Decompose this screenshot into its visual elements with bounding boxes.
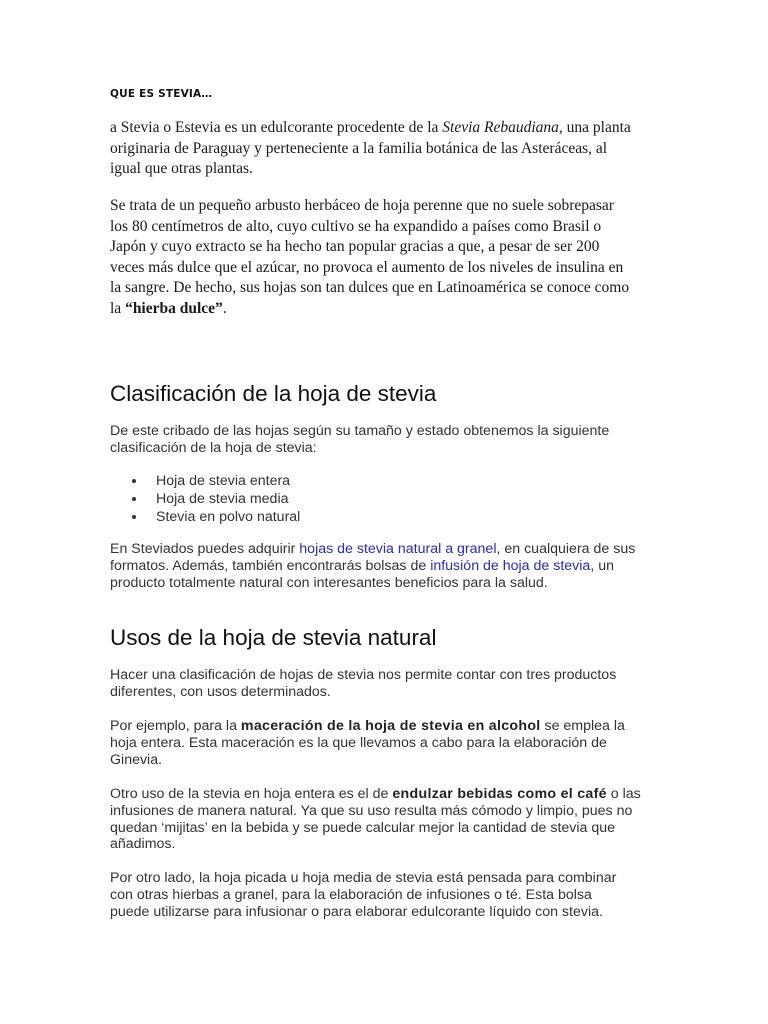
paragraph-text: Por ejemplo, para la	[110, 718, 241, 734]
list-item	[110, 472, 300, 490]
endulzar-term: endulzar bebidas como el café	[392, 786, 607, 802]
list-item-label: Stevia en polvo natural	[156, 509, 301, 525]
steviados-paragraph	[110, 541, 640, 591]
paragraph-text: , un producto totalmente natural con interesantes beneficios para la salud.	[110, 557, 614, 591]
heading-clasificacion: Clasificación de la hoja de stevia	[110, 381, 437, 406]
usos-paragraph-4: Por otro lado, la hoja picada u hoja media de stevia está pensada para combinar con otras hierbas a granel, para la elaboración de infusiones o té. Esta bolsa puede utilizarse para infusionar o para elaborar edulcorante líquido con stevia.	[110, 870, 617, 920]
intro-text: , una planta originaria de Paraguay y perteneciente a la familia botánica de las Asteráceas, al igual que otras plantas.	[110, 119, 631, 177]
bullet-icon	[132, 515, 136, 519]
intro-text: Se trata de un pequeño arbusto herbáceo de hoja perenne que no suele sobrepasar los 80 centímetros de alto, cuyo cultivo se ha expandido a países como Brasil o Japón y cuyo extracto se ha hecho tan popular gracias a que, a pesar de ser 200 veces más dulce que el azúcar, no provoca el aumento de los niveles de insulina en la sangre. De hecho, sus hojas son tan dulces que en Latinoamérica se conoce como la	[110, 197, 630, 317]
intro-text: a Stevia o Estevia es un edulcorante procedente de la	[110, 119, 443, 136]
usos-paragraph-2	[110, 718, 640, 768]
intro-paragraph-2	[110, 196, 635, 319]
intro-paragraph-1	[110, 118, 635, 180]
list-item	[110, 508, 300, 526]
maceracion-term: maceración de la hoja de stevia en alcohol	[240, 718, 541, 734]
list-item	[110, 490, 300, 508]
leaf-type-list	[110, 472, 300, 526]
usos-paragraph-3	[110, 786, 650, 853]
hierba-dulce-term: “hierba dulce”	[125, 299, 223, 317]
section-kicker: QUE ES STEVIA…	[110, 88, 213, 100]
species-name: Stevia Rebaudiana	[442, 119, 559, 136]
paragraph-text: se emplea la hoja entera. Esta maceración es la que llevamos a cabo para la elaboración de Ginevia.	[110, 718, 625, 768]
bullet-icon	[132, 479, 136, 483]
paragraph-text: , en cualquiera de sus formatos. Además, también encontrarás bolsas de	[110, 541, 636, 574]
heading-usos: Usos de la hoja de stevia natural	[110, 625, 437, 650]
intro-text: .	[222, 299, 227, 317]
link-infusion-hoja-stevia[interactable]: infusión de hoja de stevia	[430, 557, 591, 574]
paragraph-text: Otro uso de la stevia en hoja entera es el de	[110, 786, 393, 802]
clasificacion-paragraph: De este cribado de las hojas según su tamaño y estado obtenemos la siguiente clasificación de la hoja de stevia:	[110, 423, 610, 456]
bullet-icon	[132, 497, 136, 501]
link-hojas-stevia-granel[interactable]: hojas de stevia natural a granel	[299, 541, 497, 557]
list-item-label: Hoja de stevia entera	[156, 473, 291, 489]
usos-paragraph-1: Hacer una clasificación de hojas de stevia nos permite contar con tres productos diferentes, con usos determinados.	[110, 667, 617, 700]
paragraph-text: En Steviados puedes adquirir	[110, 541, 300, 557]
list-item-label: Hoja de stevia media	[156, 491, 289, 507]
paragraph-text: o las infusiones de manera natural. Ya que su uso resulta más cómodo y limpio, pues no quedan ‘mijitas’ en la bebida y se puede calcular mejor la cantidad de stevia que añadimos.	[110, 786, 641, 853]
